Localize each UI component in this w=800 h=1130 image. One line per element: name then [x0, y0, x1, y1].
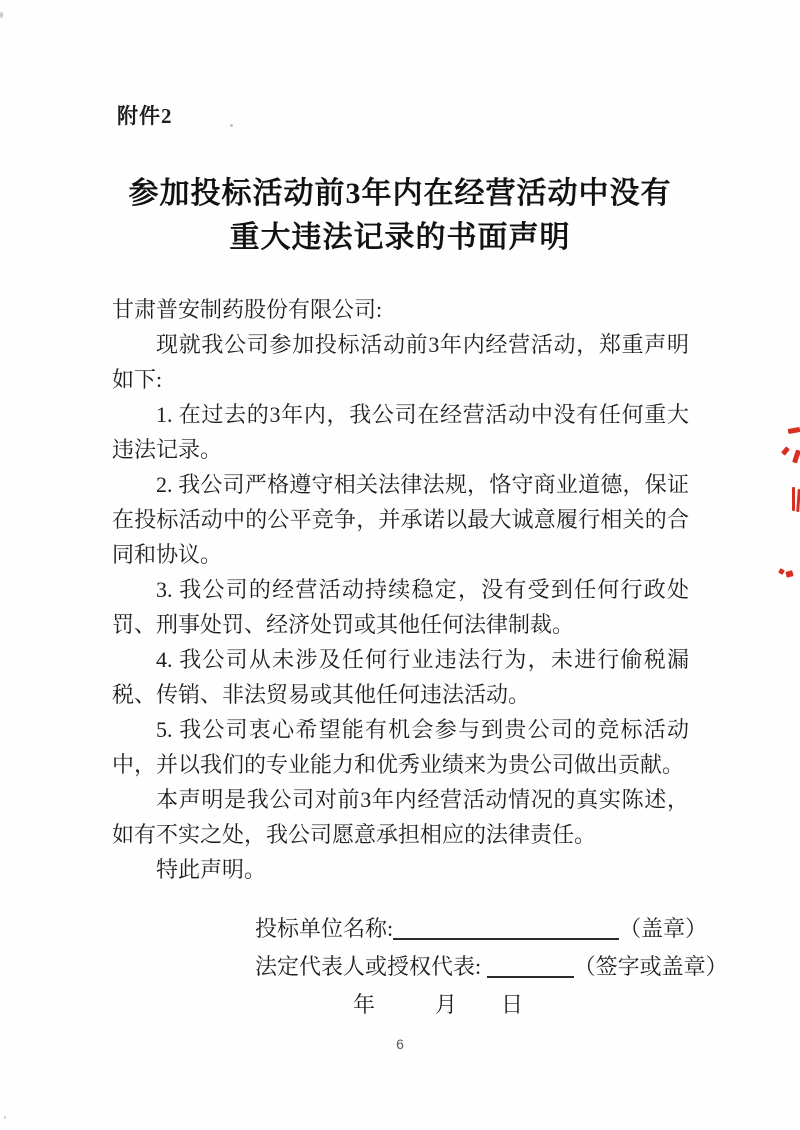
red-ink-mark: [792, 487, 795, 511]
date-day-label: 日: [501, 992, 524, 1017]
attachment-label: 附件2: [117, 104, 173, 128]
bidder-name-line: [255, 910, 728, 948]
red-ink-mark: [796, 489, 800, 512]
paragraph-item-4: 4. 我公司从未涉及任何行业违法行为，未进行偷税漏税、传销、非法贸易或其他任何违法活动。: [112, 647, 689, 707]
red-ink-mark: [781, 446, 790, 455]
red-ink-mark: [788, 427, 800, 434]
paragraph-item-2: 2. 我公司严格遵守相关法律法规，恪守商业道德，保证在投标活动中的公平竞争，并承诺以最大诚意履行相关的合同和协议。: [112, 472, 689, 567]
paragraph-item-1: 1. 在过去的3年内，我公司在经营活动中没有任何重大违法记录。: [112, 402, 689, 462]
paragraph-intro: 现就我公司参加投标活动前3年内经营活动，郑重声明如下:: [112, 332, 689, 392]
red-ink-mark: [778, 568, 785, 575]
date-year-label: 年: [353, 992, 376, 1017]
bidder-name-label: 投标单位名称:: [255, 916, 394, 941]
paragraph-item-3: 3. 我公司的经营活动持续稳定，没有受到任何行政处罚、刑事处罚、经济处罚或其他任何法律制裁。: [112, 577, 689, 637]
paragraph-closing: 本声明是我公司对前3年内经营活动情况的真实陈述，如有不实之处，我公司愿意承担相应的法律责任。: [112, 787, 689, 847]
scan-speck: [230, 124, 233, 127]
red-ink-mark: [785, 570, 793, 578]
document-title: [0, 172, 800, 260]
paragraph-item-5: 5. 我公司衷心希望能有机会参与到贵公司的竞标活动中，并以我们的专业能力和优秀业绩来为贵公司做出贡献。: [112, 717, 689, 777]
page-number: 6: [396, 1036, 404, 1052]
scan-speck: [0, 12, 3, 18]
representative-line: [255, 948, 728, 986]
signature-block: [255, 910, 728, 1024]
representative-sign-note: （签字或盖章）: [573, 954, 728, 979]
representative-blank-line: [487, 954, 574, 978]
salutation: 甘肃普安制药股份有限公司:: [112, 297, 383, 322]
scan-speck: [4, 1116, 6, 1119]
date-month-label: 月: [435, 992, 458, 1017]
bidder-name-blank-line: [393, 916, 619, 940]
bidder-seal-note: （盖章）: [619, 916, 708, 941]
red-ink-mark: [792, 450, 800, 464]
title-line-1: 参加投标活动前3年内在经营活动中没有: [128, 177, 672, 210]
representative-label: 法定代表人或授权代表:: [255, 954, 482, 979]
document-body: [112, 292, 689, 887]
title-line-2: 重大违法记录的书面声明: [229, 221, 571, 254]
date-line: [353, 986, 728, 1024]
paragraph-hereby: 特此声明。: [156, 857, 267, 882]
